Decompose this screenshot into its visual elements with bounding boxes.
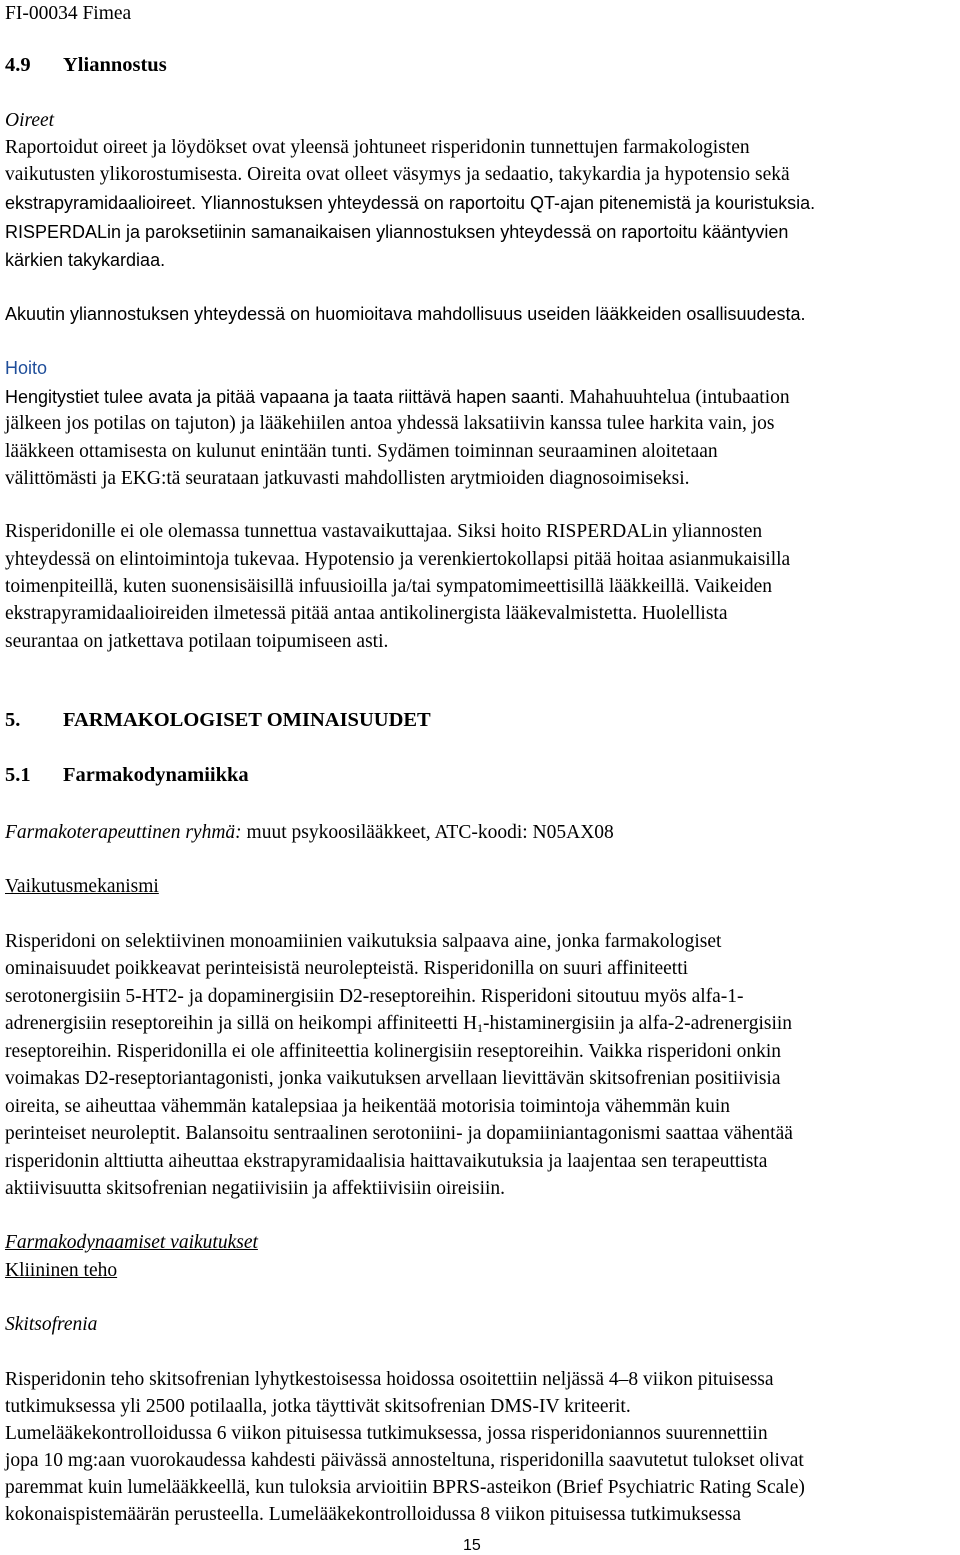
hoito-line-serif: Mahahuuhtelua (intubaation xyxy=(569,387,790,408)
mechanism-line: voimakas D2-reseptoriantagonisti, jonka vaikutuksen arvellaan lievittävän skitsofrenian positiivisia xyxy=(5,1068,781,1089)
oireet-line: kärkien takykardiaa. xyxy=(5,250,166,270)
atc-value: muut psykoosilääkkeet, ATC-koodi: N05AX08 xyxy=(241,822,614,843)
atc-line xyxy=(5,819,614,847)
oireet-line: ekstrapyramidaalioireet. Yliannostuksen yhteydessä on raportoitu QT-ajan pitenemistä ja kouristuksia. xyxy=(5,193,816,213)
farmakodynaamiset-heading: Farmakodynaamiset vaikutukset xyxy=(5,1232,258,1253)
page-number: 15 xyxy=(463,1537,481,1554)
mechanism-line: ominaisuudet poikkeavat perinteisistä neurolepteistä. Risperidonilla on suuri affiniteetti xyxy=(5,958,689,979)
mechanism-line: reseptoreihin. Risperidonilla ei ole affiniteettia kolinergisiin reseptoreihin. Vaikka risperidoni onkin xyxy=(5,1041,782,1062)
hoito-para2-line: toimenpiteillä, kuten suonensisäisillä infuusioilla ja/tai sympatomimeettisillä lääkkeillä. Vaikeiden xyxy=(5,576,773,597)
section-title: Farmakodynamiikka xyxy=(63,764,249,786)
section-5-heading xyxy=(5,709,431,732)
skitsofrenia-heading: Skitsofrenia xyxy=(5,1314,98,1335)
skitsofrenia-line: paremmat kuin lumelääkkeellä, kun tuloksia arvioitiin BPRS-asteikon (Brief Psychiatric Rating Scale) xyxy=(5,1477,805,1498)
skitsofrenia-line: tutkimuksessa yli 2500 potilaalla, jotka täyttivät skitsofrenian DMS-IV kriteerit. xyxy=(5,1396,631,1417)
section-number: 5.1 xyxy=(5,764,31,786)
oireet-line: Raportoidut oireet ja löydökset ovat yleensä johtuneet risperidonin tunnettujen farmakologisten xyxy=(5,137,750,158)
section-title: Yliannostus xyxy=(63,54,167,76)
oireet-heading: Oireet xyxy=(5,110,55,131)
hoito-para2-line: ekstrapyramidaalioireiden ilmetessä pitää antaa antikolinergista lääkevalmistetta. Huolellista xyxy=(5,603,728,624)
hoito-para2-line: Risperidonille ei ole olemassa tunnettua vastavaikuttajaa. Siksi hoito RISPERDALin yliannosten xyxy=(5,521,763,542)
mechanism-subscript: 1 xyxy=(477,1021,484,1035)
mechanism-line: oireita, se aiheuttaa vähemmän katalepsiaa ja heikentää motorisia toimintoja vähemmän kuin xyxy=(5,1096,731,1117)
section-number: 4.9 xyxy=(5,54,31,76)
oireet-line: vaikutusten ylikorostumisesta. Oireita ovat olleet väsymys ja sedaatio, takykardia ja hypotensio sekä xyxy=(5,164,790,185)
hoito-line: jälkeen jos potilas on tajuton) ja lääkehiilen antoa yhdessä laksatiivin kanssa tulee harkita vain, jos xyxy=(5,413,775,434)
mechanism-line: serotonergisiin 5-HT2- ja dopaminergisiin D2-reseptoreihin. Risperidoni sitoutuu myös alfa-1- xyxy=(5,986,744,1007)
skitsofrenia-line: kokonaispistemäärän perusteella. Lumelääkekontrolloidussa 8 viikon pituisessa tutkimuksessa xyxy=(5,1504,741,1525)
oireet-line: RISPERDALin ja paroksetiinin samanaikaisen yliannostuksen yhteydessä on raportoitu kääntyvien xyxy=(5,222,789,242)
oireet-acute-text: Akuutin yliannostuksen yhteydessä on huomioitava mahdollisuus useiden lääkkeiden osallisuudesta. xyxy=(5,304,806,324)
hoito-para2-line: yhteydessä on elintoimintoja tukevaa. Hypotensio ja verenkiertokollapsi pitää hoitaa asianmukaisilla xyxy=(5,549,791,570)
hoito-para2-line: seurantaa on jatkettava potilaan toipumiseen asti. xyxy=(5,631,389,652)
section-title: FARMAKOLOGISET OMINAISUUDET xyxy=(63,709,431,731)
skitsofrenia-line: jopa 10 mg:aan vuorokaudessa kahdesti päivässä annosteltuna, risperidonilla saavutetut tulokset olivat xyxy=(5,1450,804,1471)
mechanism-text: adrenergisiin reseptoreihin ja sillä on heikompi affiniteetti H xyxy=(5,1013,478,1034)
section-5-1-heading xyxy=(5,764,249,787)
kliininen-teho-heading: Kliininen teho xyxy=(5,1260,118,1281)
skitsofrenia-line: Risperidonin teho skitsofrenian lyhytkestoisessa hoidossa osoitettiin neljässä 4–8 viikon pituisessa xyxy=(5,1369,774,1390)
hoito-line: välittömästi ja EKG:tä seurataan jatkuvasti mahdollisten arytmioiden diagnosoimiseksi. xyxy=(5,468,690,489)
hoito-heading: Hoito xyxy=(5,358,48,378)
skitsofrenia-line: Lumelääkekontrolloidussa 6 viikon pituisessa tutkimuksessa, jossa risperidoniannos suurennettiin xyxy=(5,1423,768,1444)
mechanism-line: perinteiset neuroleptit. Balansoitu sentraalinen serotoniini- ja dopamiiniantagonismi saattaa vähentää xyxy=(5,1123,793,1144)
atc-label: Farmakoterapeuttinen ryhmä: xyxy=(5,822,242,843)
mechanism-text: -histaminergisiin ja alfa-2-adrenergisiin xyxy=(483,1013,793,1034)
section-4-9-heading xyxy=(5,54,167,77)
mechanism-line: aktiivisuutta skitsofrenian negatiivisiin ja affektiivisiin oireisiin. xyxy=(5,1178,506,1199)
hoito-line xyxy=(5,383,790,412)
document-header: FI-00034 Fimea xyxy=(5,3,132,24)
vaikutusmekanismi-heading: Vaikutusmekanismi xyxy=(5,876,159,897)
section-number: 5. xyxy=(5,709,21,731)
mechanism-line: risperidonin alttiutta aiheuttaa ekstrapyramidaalisia haittavaikutuksia ja laajentaa sen terapeuttista xyxy=(5,1151,768,1172)
hoito-line-sans: Hengitystiet tulee avata ja pitää vapaana ja taata riittävä hapen saanti. xyxy=(5,387,565,407)
mechanism-line: Risperidoni on selektiivinen monoamiinien vaikutuksia salpaava aine, jonka farmakologiset xyxy=(5,931,722,952)
hoito-line: lääkkeen ottamisesta on kulunut enintään tunti. Sydämen toiminnan seuraaminen aloitetaan xyxy=(5,441,718,462)
